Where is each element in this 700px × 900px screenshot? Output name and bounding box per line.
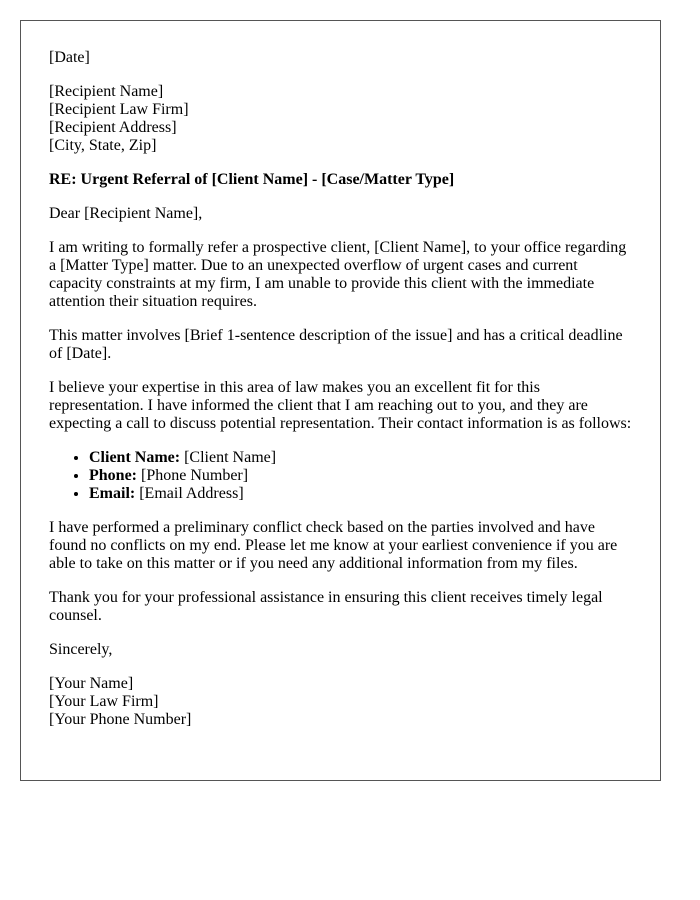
list-item: [89, 449, 632, 467]
contact-value: [Phone Number]: [137, 467, 249, 484]
sign-off: Sincerely,: [49, 641, 113, 658]
body-paragraph: I am writing to formally refer a prospective client, [Client Name], to your office regarding a [Matter Type] matter. Due to an unexpected overflow of urgent cases and current capacity constraints at my firm, I am unable to provide this client with the immediate attention their situation requires.: [49, 239, 627, 310]
salutation: Dear [Recipient Name],: [49, 205, 203, 222]
letter-date: [Date]: [49, 49, 90, 66]
client-contact-list: [49, 449, 632, 503]
subject-line: RE: Urgent Referral of [Client Name] - [Case/Matter Type]: [49, 171, 455, 188]
letter-page: [20, 20, 661, 781]
list-item: [89, 485, 632, 503]
signature-block: [49, 675, 632, 729]
recipient-name: [Recipient Name]: [49, 83, 164, 100]
recipient-firm: [Recipient Law Firm]: [49, 101, 189, 118]
recipient-address-block: [49, 83, 632, 155]
list-item: [89, 467, 632, 485]
recipient-address: [Recipient Address]: [49, 119, 177, 136]
body-paragraph: This matter involves [Brief 1-sentence description of the issue] and has a critical deadline of [Date].: [49, 327, 623, 362]
contact-label: Client Name:: [89, 449, 181, 466]
sender-phone: [Your Phone Number]: [49, 711, 192, 728]
contact-label: Phone:: [89, 467, 137, 484]
contact-value: [Client Name]: [180, 449, 277, 466]
sender-name: [Your Name]: [49, 675, 134, 692]
recipient-city-state-zip: [City, State, Zip]: [49, 137, 157, 154]
body-paragraph: Thank you for your professional assistance in ensuring this client receives timely legal counsel.: [49, 589, 603, 624]
sender-firm: [Your Law Firm]: [49, 693, 159, 710]
body-paragraph: I have performed a preliminary conflict check based on the parties involved and have found no conflicts on my end. Please let me know at your earliest convenience if you are able to take on this matter or if you need any additional information from my files.: [49, 519, 618, 572]
body-paragraph: I believe your expertise in this area of law makes you an excellent fit for this representation. I have informed the client that I am reaching out to you, and they are expecting a call to discuss potential representation. Their contact information is as follows:: [49, 379, 632, 432]
contact-label: Email:: [89, 485, 136, 502]
contact-value: [Email Address]: [135, 485, 244, 502]
